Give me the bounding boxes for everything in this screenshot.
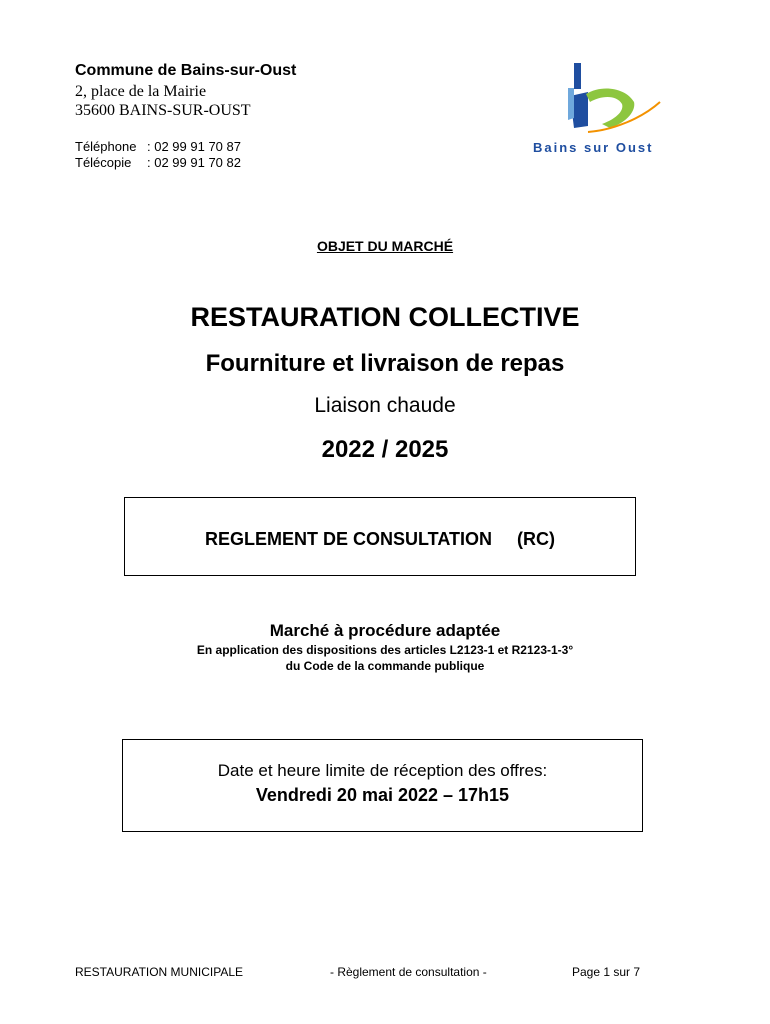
main-title: RESTAURATION COLLECTIVE bbox=[190, 302, 580, 332]
objet-title: OBJET DU MARCHÉ bbox=[316, 238, 454, 254]
fax-label: Télécopie bbox=[75, 155, 132, 170]
logo-caption: Bains sur Oust bbox=[533, 140, 654, 155]
phone-value: : 02 99 91 70 87 bbox=[147, 139, 241, 154]
phone-row bbox=[75, 139, 241, 154]
logo-blue-bar bbox=[574, 63, 581, 89]
address-line-1: 2, place de la Mairie bbox=[75, 83, 207, 100]
commune-name: Commune de Bains-sur-Oust bbox=[75, 62, 297, 79]
logo-lightblue-piece bbox=[568, 88, 574, 120]
footer-center: - Règlement de consultation - bbox=[330, 965, 487, 979]
rc-title: REGLEMENT DE CONSULTATION (RC) bbox=[205, 529, 555, 549]
years-text: 2022 / 2025 bbox=[321, 436, 449, 463]
liaison-text: Liaison chaude bbox=[314, 394, 456, 417]
fax-value: : 02 99 91 70 82 bbox=[147, 155, 241, 170]
procedure-line-2: du Code de la commande publique bbox=[285, 659, 485, 673]
deadline-value: Vendredi 20 mai 2022 – 17h15 bbox=[255, 785, 510, 805]
deadline-label: Date et heure limite de réception des offres: bbox=[217, 761, 548, 780]
procedure-title: Marché à procédure adaptée bbox=[269, 621, 501, 640]
footer-left: RESTAURATION MUNICIPALE bbox=[75, 965, 244, 979]
subtitle: Fourniture et livraison de repas bbox=[205, 350, 565, 377]
procedure-line-1: En application des dispositions des articles L2123-1 et R2123-1-3° bbox=[196, 643, 574, 657]
phone-label: Téléphone bbox=[75, 139, 137, 154]
address-line-2: 35600 BAINS-SUR-OUST bbox=[75, 102, 251, 119]
fax-row bbox=[75, 155, 241, 170]
footer-page-number: Page 1 sur 7 bbox=[572, 965, 641, 979]
